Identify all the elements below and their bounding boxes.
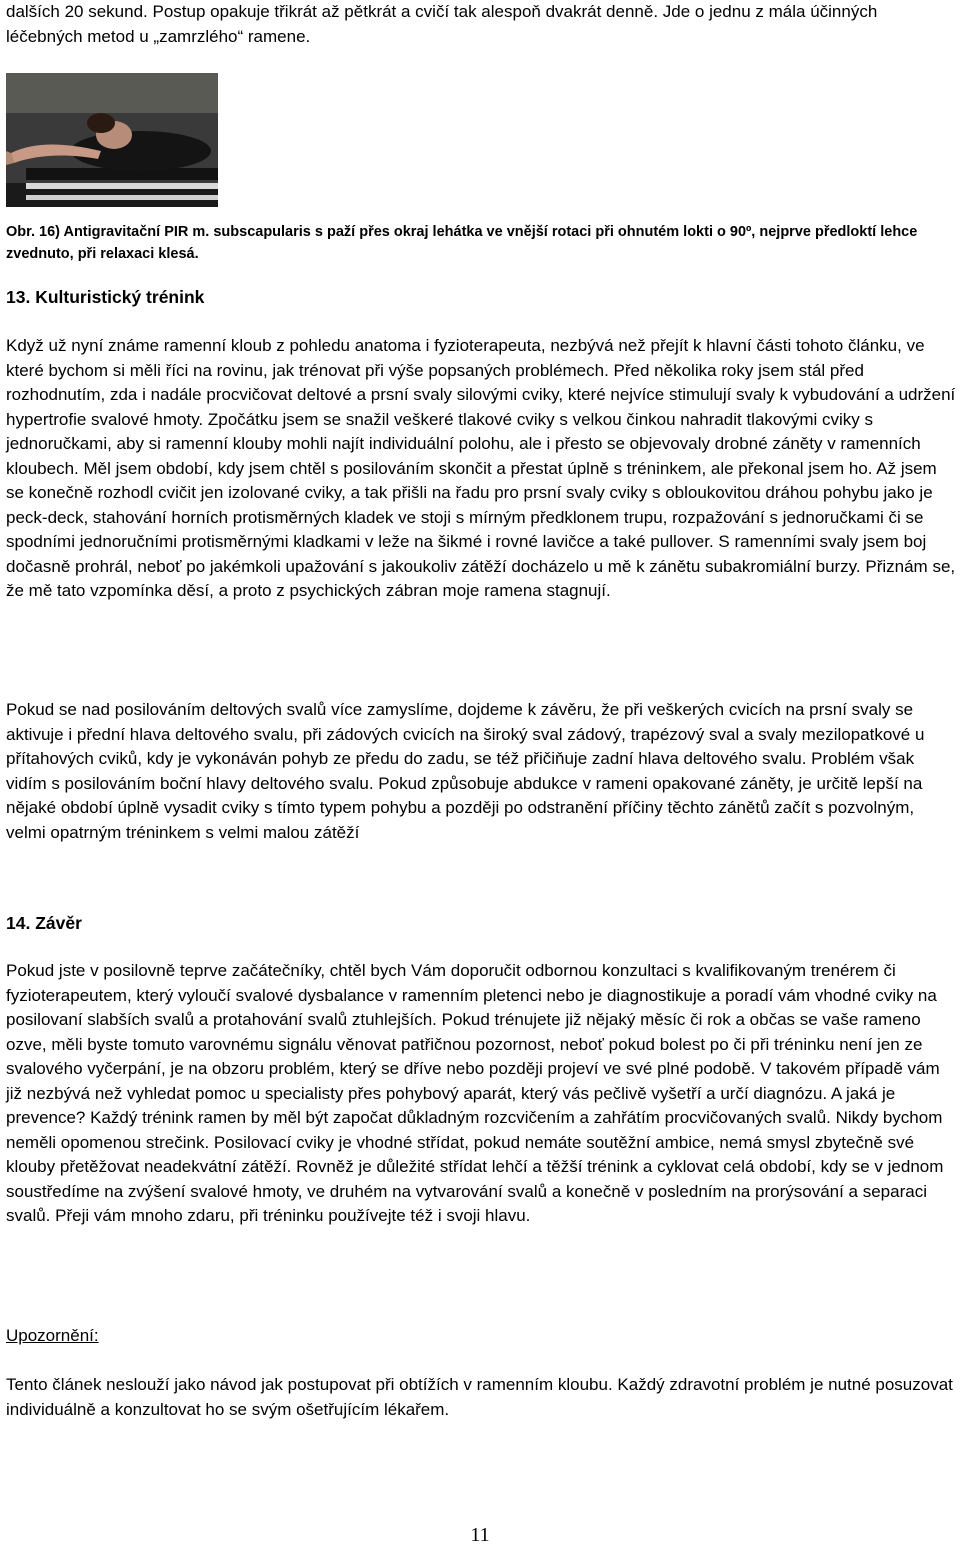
warning-text: Tento článek neslouží jako návod jak postupovat při obtížích v ramenním kloubu. Každý zdravotní problém je nutné posuzovat individuálně a konzultovat ho se svým ošetřujícím lékařem. bbox=[6, 1375, 953, 1419]
section-13-paragraph-1: Když už nyní známe ramenní kloub z pohledu anatoma i fyzioterapeuta, nezbývá než přejít k hlavní části tohoto článku, ve které bychom si měli říci na rovinu, jak trénovat při výše popsaných problémech. Před několika roky jsem stál před rozhodnutím, zda i nadále procvičovat deltové a prsní svaly silovými cviky, které nejvíce stimulují svaly k vybudování a udržení hypertrofie svalové hmoty. Zpočátku jsem se snažil veškeré tlakové cviky s velkou činkou nahradit tlakovými cviky s jednoručkami, aby si ramenní klouby mohli najít individuální polohu, ale i přesto se objevovaly drobné záněty v ramenních kloubech. Měl jsem období, kdy jsem chtěl s posilováním skončit a přestat úplně s tréninkem, ale překonal jsem ho. Až jsem se konečně rozhodl cvičit jen izolované cviky, a tak přišli na řadu pro prsní svaly cviky s obloukovitou dráhou pohybu jako je peck-deck, stahování horních protisměrných kladek ve stoji s mírným předklonem trupu, rozpažování s jednoručkami či se spodními jednoručními protisměrnými kladkami v leže na šikmé i rovné lavičce a také pullover. S ramenními svaly jsem boj dočasně prohrál, neboť po jakémkoli upažování s jakoukoliv zátěží docházelo u mě k zánětu subakromiální burzy. Přiznám se, že mě tato vzpomínka děsí, a proto z psychických zábran moje ramena stagnují. bbox=[6, 336, 956, 600]
section-14-heading: 14. Závěr bbox=[6, 913, 82, 933]
figure-caption: Obr. 16) Antigravitační PIR m. subscapularis s paží přes okraj lehátka ve vnější rotaci při ohnutém lokti o 90º, nejprve předloktí lehce zvednuto, při relaxaci klesá. bbox=[6, 224, 918, 262]
warning-label: Upozornění: bbox=[6, 1326, 99, 1345]
section-13-heading: 13. Kulturistický trénink bbox=[6, 287, 205, 307]
section-14-paragraph: Pokud jste v posilovně teprve začátečníky, chtěl bych Vám doporučit odbornou konzultaci s kvalifikovaným trenérem či fyzioterapeutem, který vyloučí svalové dysbalance v ramenním pletenci nebo je diagnostikuje a poradí vám vhodné cviky na posilovaní slabších svalů a protahování svalů ztuhlejších. Pokud trénujete již nějaký měsíc či rok a občas se vaše rameno ozve, měli byste tomuto varovnému signálu věnovat patřičnou pozornost, neboť pokud bolest po či při tréninku není jen ze svalového vyčerpání, je na obzoru problém, který se dříve nebo později projeví ve své plné podobě. V takovém případě vám již nezbývá než vyhledat pomoc u specialisty přes pohybový aparát, který vás pečlivě vyšetří a určí diagnózu. A jaká je prevence? Každý trénink ramen by měl být započat důkladným rozcvičením a zahřátím procvičovaných svalů. Nikdy bychom neměli opomenou strečink. Posilovací cviky je vhodné střídat, pokud nemáte soutěžní ambice, nemá smysl zbytečně své klouby přetěžovat neadekvátní zátěží. Rovněž je důležité střídat lehčí a těžší trénink a cyklovat celá období, kdy se v jednom soustředíme na zvýšení svalové hmoty, ve druhém na vytvarování svalů a konečně v posledním na prorýsování a separaci svalů. Přeji vám mnoho zdaru, při tréninku používejte též i svoji hlavu. bbox=[6, 961, 944, 1225]
page-number: 11 bbox=[470, 1524, 490, 1546]
section-13-paragraph-2: Pokud se nad posilováním deltových svalů více zamyslíme, dojdeme k závěru, že při veškerých cvicích na prsní svaly se aktivuje i přední hlava deltového svalu, při zádových cvicích na široký sval zádový, trapézový sval a svaly mezilopatkové u přítahových cviků, kdy je vykonáván pohyb ze předu do zadu, se též přičiňuje zadní hlava deltového svalu. Problém však vidím s posilováním boční hlavy deltového svalu. Pokud způsobuje abdukce v rameni opakované záněty, je určitě lepší na nějaké období úplně vysadit cviky s tímto typem pohybu a později po odstranění příčiny těchto zánětů začít s pozvolným, velmi opatrným tréninkem s velmi malou zátěží bbox=[6, 700, 925, 842]
intro-paragraph: dalších 20 sekund. Postup opakuje třikrát až pětkrát a cvičí tak alespoň dvakrát denně. Jde o jednu z mála účinných léčebných metod u „zamrzlého“ ramene. bbox=[6, 2, 878, 46]
figure-photo bbox=[6, 73, 218, 207]
exercise-photo-illustration bbox=[6, 73, 218, 207]
